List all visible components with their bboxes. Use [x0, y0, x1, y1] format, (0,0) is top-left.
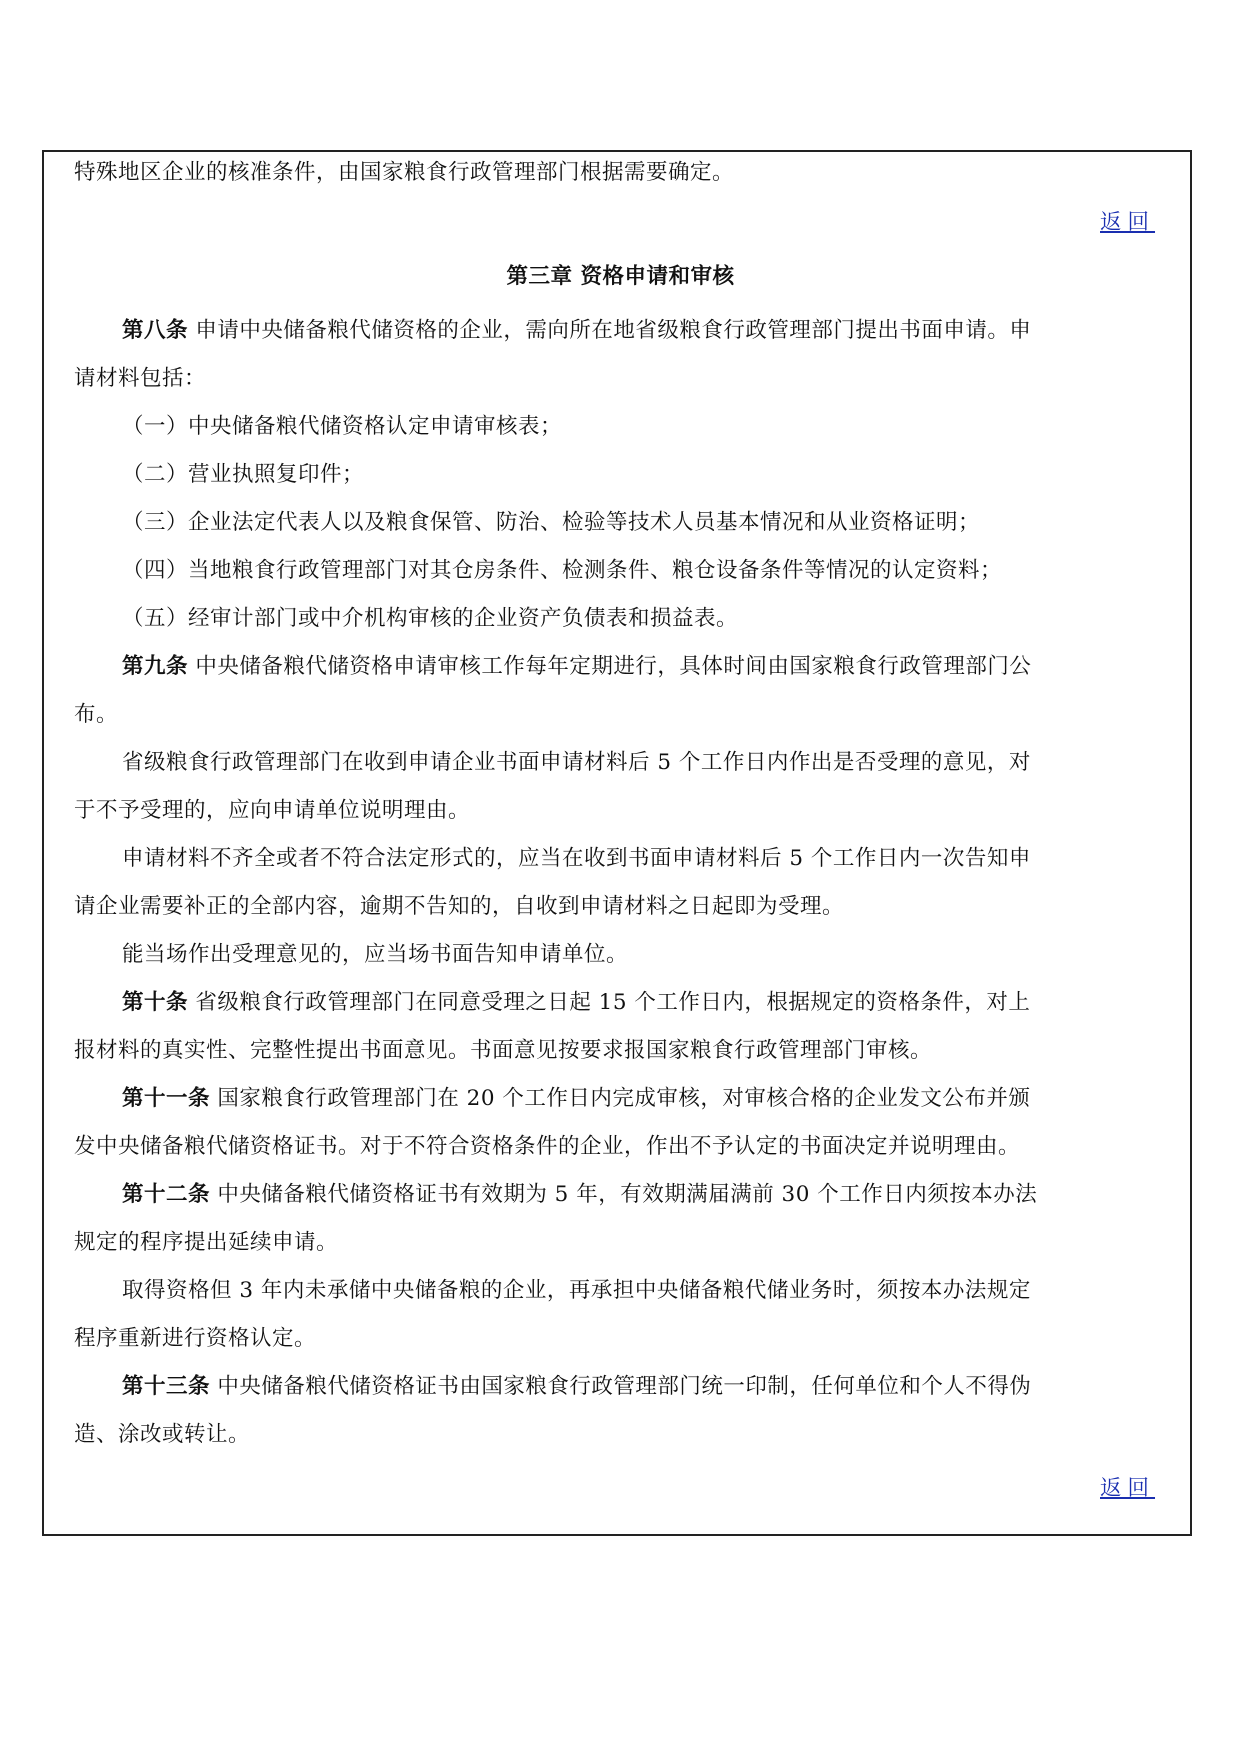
article-10-line-2: 报材料的真实性、完整性提出书面意见。书面意见按要求报国家粮食行政管理部门审核。	[74, 1038, 933, 1063]
list-item-3: （三）企业法定代表人以及粮食保管、防治、检验等技术人员基本情况和从业资格证明；	[122, 510, 981, 535]
article-9-label: 第九条	[122, 654, 189, 679]
article-10-text: 省级粮食行政管理部门在同意受理之日起 15 个工作日内，根据规定的资格条件，对上	[188, 990, 1031, 1015]
article-12-line-2: 规定的程序提出延续申请。	[74, 1230, 339, 1255]
chapter-title: 第三章 资格申请和审核	[506, 264, 735, 289]
article-12-label: 第十二条	[122, 1182, 211, 1207]
article-10-line-1	[122, 988, 1030, 1018]
paragraph-9a-line-1: 省级粮食行政管理部门在收到申请企业书面申请材料后 5 个工作日内作出是否受理的意见，对	[122, 750, 1031, 775]
article-13-line-2: 造、涂改或转让。	[74, 1422, 251, 1447]
article-11-line-2: 发中央储备粮代储资格证书。对于不符合资格条件的企业，作出不予认定的书面决定并说明理由。	[74, 1134, 1021, 1159]
back-link-bottom[interactable]: 返回	[1100, 1476, 1156, 1501]
article-12-line-1	[122, 1180, 1037, 1210]
article-8-label: 第八条	[122, 318, 189, 343]
article-9-text: 中央储备粮代储资格申请审核工作每年定期进行，具体时间由国家粮食行政管理部门公	[188, 654, 1032, 679]
list-item-5: （五）经审计部门或中介机构审核的企业资产负债表和损益表。	[122, 606, 739, 631]
paragraph-12a-line-1: 取得资格但 3 年内未承储中央储备粮的企业，再承担中央储备粮代储业务时，须按本办法规定	[122, 1278, 1031, 1303]
article-8-line-1	[122, 316, 1031, 346]
paragraph-9a-line-2: 于不予受理的，应向申请单位说明理由。	[74, 798, 471, 823]
back-link-top[interactable]: 返回	[1100, 210, 1156, 235]
article-13-line-1	[122, 1372, 1031, 1402]
list-item-4: （四）当地粮食行政管理部门对其仓房条件、检测条件、粮仓设备条件等情况的认定资料；	[122, 558, 1003, 583]
article-11-label: 第十一条	[122, 1086, 211, 1111]
list-item-2: （二）营业执照复印件；	[122, 462, 365, 487]
article-13-label: 第十三条	[122, 1374, 211, 1399]
paragraph-9b-line-2: 请企业需要补正的全部内容，逾期不告知的，自收到申请材料之日起即为受理。	[74, 894, 845, 919]
article-9-line-1	[122, 652, 1031, 682]
article-11-line-1	[122, 1084, 1030, 1114]
paragraph-9b-line-1: 申请材料不齐全或者不符合法定形式的，应当在收到书面申请材料后 5 个工作日内一次告知申	[122, 846, 1031, 871]
article-13-text: 中央储备粮代储资格证书由国家粮食行政管理部门统一印制，任何单位和个人不得伪	[210, 1374, 1032, 1399]
article-8-text: 申请中央储备粮代储资格的企业，需向所在地省级粮食行政管理部门提出书面申请。申	[188, 318, 1032, 343]
article-10-label: 第十条	[122, 990, 189, 1015]
text-line: 特殊地区企业的核准条件，由国家粮食行政管理部门根据需要确定。	[74, 160, 735, 185]
paragraph-12a-line-2: 程序重新进行资格认定。	[74, 1326, 317, 1351]
list-item-1: （一）中央储备粮代储资格认定申请审核表；	[122, 414, 563, 439]
article-8-line-2: 请材料包括：	[74, 366, 207, 391]
article-12-text: 中央储备粮代储资格证书有效期为 5 年，有效期满届满前 30 个工作日内须按本办法	[210, 1182, 1038, 1207]
article-9-line-2: 布。	[74, 702, 119, 727]
paragraph-9c: 能当场作出受理意见的，应当场书面告知申请单位。	[122, 942, 629, 967]
article-11-text: 国家粮食行政管理部门在 20 个工作日内完成审核，对审核合格的企业发文公布并颁	[210, 1086, 1031, 1111]
